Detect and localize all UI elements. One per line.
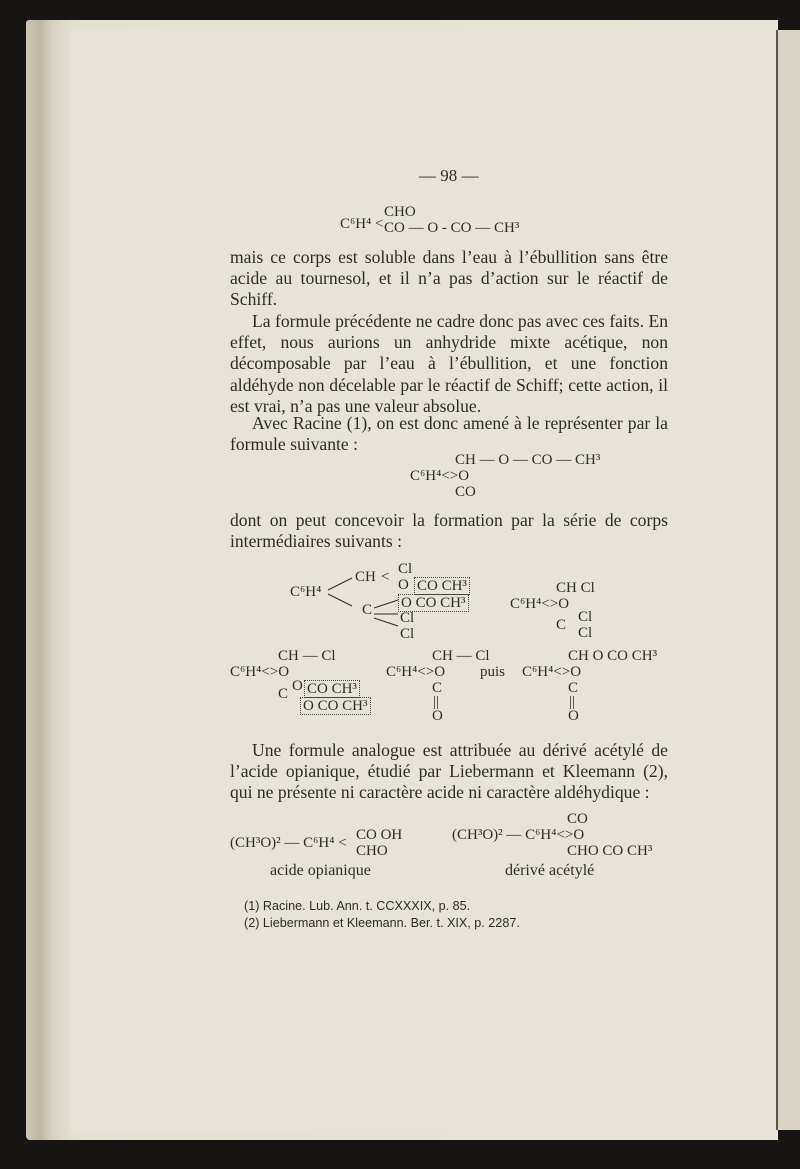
formula3-bottom: CHO	[356, 843, 388, 859]
s1-acetyl-box: CO CH³	[414, 577, 470, 595]
formula1-left: C⁶H⁴ <	[340, 216, 384, 232]
formula3-r-label: dérivé acétylé	[505, 862, 595, 879]
s1-oacetyl-box: O CO CH³	[398, 594, 469, 612]
s1-c: C	[362, 602, 373, 618]
s2-cl1: Cl	[578, 609, 593, 625]
formula3-r-mid: (CH³O)² — C⁶H⁴<>O	[452, 827, 585, 843]
paragraph-1: mais ce corps est soluble dans l’eau à l’ébullition sans être acide au tournesol, et il n’a pas d’action sur le réactif de Schiff.	[230, 247, 668, 310]
formula1-top: CHO	[384, 204, 416, 220]
s1-branch-lines	[326, 572, 356, 612]
s5-c: C	[568, 680, 579, 696]
formula3-label: acide opianique	[270, 862, 371, 879]
formula3-r-top: CO	[567, 811, 588, 827]
footnote-2: (2) Liebermann et Kleemann. Ber. t. XIX, p. 2287.	[244, 916, 520, 930]
formula2-top: CH — O — CO — CH³	[455, 452, 601, 468]
s3-oacetyl-box: O CO CH³	[300, 697, 371, 715]
paragraph-4: dont on peut concevoir la formation par la série de corps intermédiaires suivants :	[230, 510, 668, 552]
s1-ring: C⁶H⁴	[290, 584, 322, 600]
s1-lt: <	[381, 569, 390, 585]
paragraph-5: Une formule analogue est attribuée au dérivé acétylé de l’acide opianique, étudié par Liebermann et Kleemann (2), qui ne présente ni caractère acide ni caractère aldéhydique :	[230, 740, 668, 803]
s1-cl2: Cl	[400, 610, 415, 626]
s4-top: CH — Cl	[432, 648, 490, 664]
s1-cl3: Cl	[400, 626, 415, 642]
footnote-1: (1) Racine. Lub. Ann. t. CCXXXIX, p. 85.	[244, 899, 471, 913]
s4-mid: C⁶H⁴<>O	[386, 664, 446, 680]
s1-cl: Cl	[398, 561, 413, 577]
s3-top: CH — Cl	[278, 648, 336, 664]
formula3-left: (CH³O)² — C⁶H⁴ <	[230, 835, 347, 851]
s5-dbl: ||	[569, 694, 576, 710]
s5-mid: C⁶H⁴<>O	[522, 664, 582, 680]
s4-puis: puis	[480, 664, 506, 680]
formula3-r-bottom: CHO CO CH³	[567, 843, 653, 859]
formula1-bottom: CO — O - CO — CH³	[384, 220, 520, 236]
s5-top: CH O CO CH³	[568, 648, 658, 664]
s2-cl2: Cl	[578, 625, 593, 641]
paragraph-3: Avec Racine (1), on est donc amené à le représenter par la formule suivante :	[230, 413, 668, 455]
s2-top: CH Cl	[556, 580, 595, 596]
s4-c: C	[432, 680, 443, 696]
s1-ch: CH	[355, 569, 376, 585]
paragraph-2: La formule précédente ne cadre donc pas avec ces faits. En effet, nous aurions un anhydride mixte acétique, non décomposable par l’eau à l’ébullition, et une fonction aldéhyde non décelable par le réactif de Schiff; cette action, il est vrai, n’a pas une valeur absolue.	[230, 311, 668, 416]
s2-mid: C⁶H⁴<>O	[510, 596, 570, 612]
page-number: — 98 —	[419, 166, 479, 185]
formula3-top: CO OH	[356, 827, 403, 843]
s3-o: O	[292, 678, 303, 694]
s4-o: O	[432, 708, 443, 724]
s1-o: O	[398, 577, 409, 593]
s3-mid: C⁶H⁴<>O	[230, 664, 290, 680]
formula2-bottom: CO	[455, 484, 476, 500]
s5-o: O	[568, 708, 579, 724]
formula2-mid: C⁶H⁴<>O	[410, 468, 470, 484]
s3-c: C	[278, 686, 289, 702]
s4-dbl: ||	[433, 694, 440, 710]
s3-acetyl-box: CO CH³	[304, 680, 360, 698]
s1-c-bonds	[372, 598, 400, 628]
s2-c: C	[556, 617, 567, 633]
facing-page-edge	[776, 30, 800, 1130]
